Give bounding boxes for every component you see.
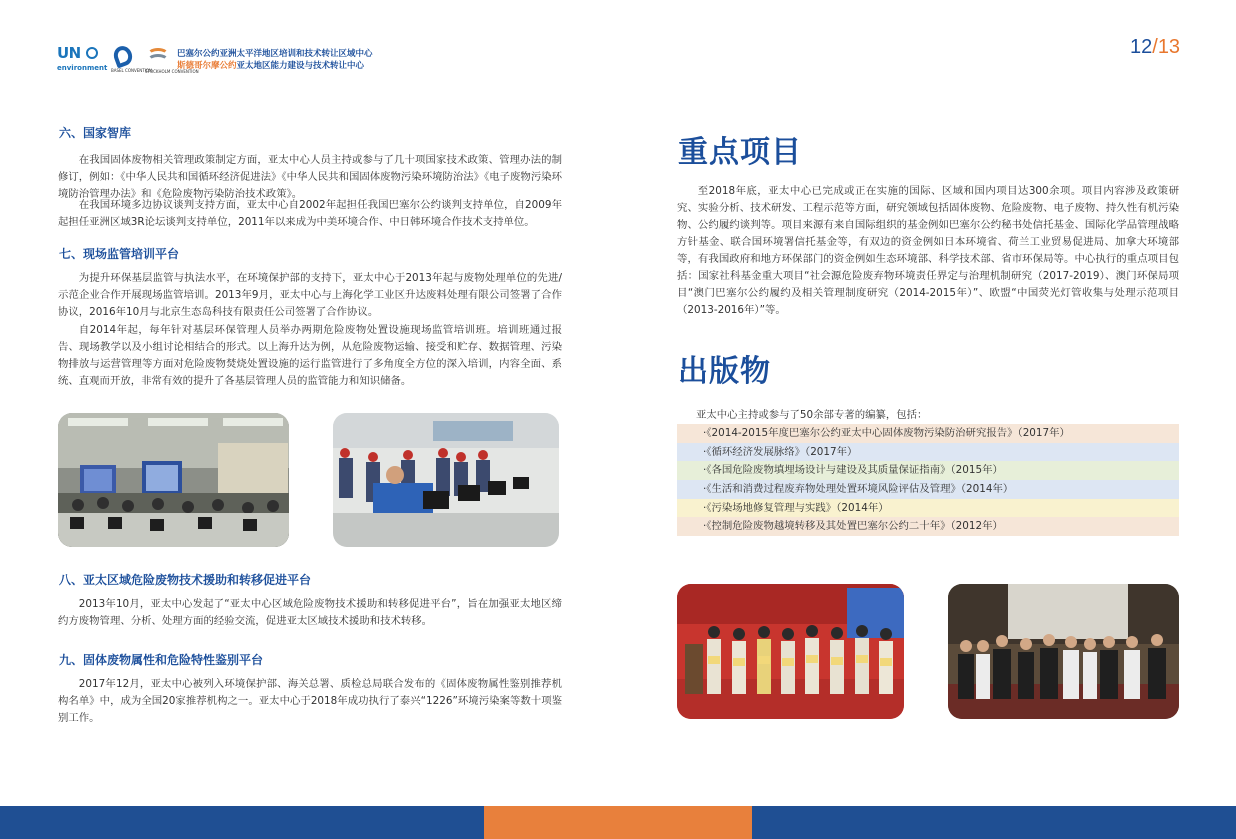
publication-item: ·《污染场地修复管理与实践》（2014年）	[677, 499, 1179, 518]
training-classroom-photo	[58, 413, 289, 547]
section-7-para-2: 自2014年起，每年针对基层环保管理人员举办两期危险废物处置设施现场监管培训班。培训班通过报告、现场教学以及小组讨论相结合的形式。以上海升达为例，从危险废物运输、接受和贮存、数据管理、污染物排放与运营管理等方面对危险废物焚烧处置设施的运行监管进行了多角度全方位的深入培训，内容全面、系统、直观而开放，非常有效的提升了各基层管理人员的监管能力和知识储备。	[58, 324, 562, 387]
projects-title: 重点项目	[678, 135, 802, 170]
basel-caption: BASEL CONVENTION	[111, 68, 152, 73]
certificate-ceremony-image	[677, 584, 904, 719]
section-8-para-1: 2013年10月，亚太中心发起了“亚太中心区域危险废物技术援助和转移促进平台”，旨在加强亚太地区缔约方废物管理、分析、处理方面的经验交流，促进亚太区域技术援助和技术转移。	[58, 598, 562, 627]
delegation-group-photo	[948, 584, 1179, 719]
control-room-training-photo	[333, 413, 559, 547]
footer-accent-bar	[484, 806, 752, 839]
page-separator: /	[1152, 36, 1158, 58]
page-number	[1130, 36, 1180, 59]
section-6-para-1: 在我国固体废物相关管理政策制定方面，亚太中心人员主持或参与了几十项国家技术政策、管理办法的制修订，例如：《中华人民共和国循环经济促进法》《中华人民共和国固体废物污染环境防治法》《电子废物污染环境防治管理办法》和《危险废物污染防治技术政策》。	[58, 154, 562, 200]
section-9-title: 九、固体废物属性和危险特性鉴别平台	[59, 653, 264, 667]
header-logos	[57, 43, 373, 77]
publications-list	[677, 424, 1179, 536]
publication-item: ·《各国危险废物填埋场设计与建设及其质量保证指南》（2015年）	[677, 461, 1179, 480]
publications-title: 出版物	[678, 354, 771, 389]
section-8-title: 八、亚太区域危险废物技术援助和转移促进平台	[59, 573, 312, 587]
un-logo-text: UN	[57, 44, 81, 62]
un-environment-logo	[57, 44, 108, 76]
publications-intro: 亚太中心主持或参与了50余部专著的编纂，包括：	[696, 409, 928, 421]
stockholm-caption: STOCKHOLM CONVENTION	[145, 69, 199, 74]
header-line-2	[177, 60, 373, 72]
section-6-para-2: 在我国环境多边协议谈判支持方面，亚太中心自2002年起担任我国巴塞尔公约谈判支持单位，自2009年起担任亚洲区域3R论坛谈判支持单位，2011年以来成为中美环境合作、中日韩环境合作技术支持单位。	[58, 199, 562, 228]
page-current: 12	[1130, 36, 1153, 58]
section-7-title: 七、现场监管培训平台	[59, 247, 180, 261]
publication-item: ·《生活和消费过程废弃物处理处置环境风险评估及管理》（2014年）	[677, 480, 1179, 499]
basel-convention-logo	[109, 44, 152, 76]
section-7-para-1: 为提升环保基层监管与执法水平，在环境保护部的支持下，亚太中心于2013年起与废物处理单位的先进/示范企业合作开展现场监管培训。2013年9月，亚太中心与上海化学工业区升达废料处理有限公司签署了合作协议，2016年10月与北京生态岛科技有限责任公司签署了合作协议。	[58, 272, 562, 318]
delegation-group-image	[948, 584, 1179, 719]
header-line-1: 巴塞尔公约亚洲太平洋地区培训和技术转让区域中心	[177, 49, 373, 59]
un-globe-icon	[86, 47, 98, 59]
projects-para: 至2018年底，亚太中心已完成或正在实施的国际、区域和国内项目达300余项。项目内容涉及政策研究、实验分析、技术研发、工程示范等方面，研究领域包括固体废物、危险废物、电子废物、持久性有机污染物、公约履约谈判等。项目来源有来自国际组织的基金例如巴塞尔公约秘书处信托基金、国际化学品管理战略方针基金、联合国环境署信托基金等，有双边的资金例如日本环境省、荷兰工业贸易促进局、加拿大环境部等，有我国政府和地方环保部门的资金例如生态环境部、科学技术部、省市环保局等。中心执行的重点项目包括：国家社科基金重大项目“社会源危险废弃物环境责任界定与治理机制研究（2017-2019）、澳门环保局项目“澳门巴塞尔公约履约及相关管理制度研究（2014-2015年）”、欧盟“中国荧光灯管收集与处理示范项目（2013-2016年）”等。	[677, 185, 1179, 316]
certificate-ceremony-photo	[677, 584, 904, 719]
section-9-para-1: 2017年12月，亚太中心被列入环境保护部、海关总署、质检总局联合发布的《固体废物属性鉴别推荐机构名单》中，成为全国20家推荐机构之一。亚太中心于2018年成功执行了泰兴“1226”环境污染案等数十项鉴别工作。	[58, 678, 562, 724]
section-6-title: 六、国家智库	[59, 126, 132, 140]
publication-item: ·《2014-2015年度巴塞尔公约亚太中心固体废物污染防治研究报告》（2017年）	[677, 424, 1179, 443]
header-org-names	[177, 48, 373, 72]
stockholm-convention-logo	[145, 44, 199, 76]
header-line-2-accent: 斯德哥尔摩公约	[177, 61, 237, 71]
stockholm-arc2-icon	[147, 54, 169, 68]
un-logo-subtext: environment	[57, 64, 108, 72]
publication-item: ·《控制危险废物越境转移及其处置巴塞尔公约二十年》（2012年）	[677, 517, 1179, 536]
control-room-training-image	[333, 413, 559, 547]
header-line-2-rest: 亚太地区能力建设与技术转让中心	[236, 61, 365, 71]
basel-mark-icon	[111, 44, 135, 69]
page-total: 13	[1157, 36, 1181, 58]
publication-item: ·《循环经济发展脉络》（2017年）	[677, 443, 1179, 462]
training-classroom-image	[58, 413, 289, 547]
